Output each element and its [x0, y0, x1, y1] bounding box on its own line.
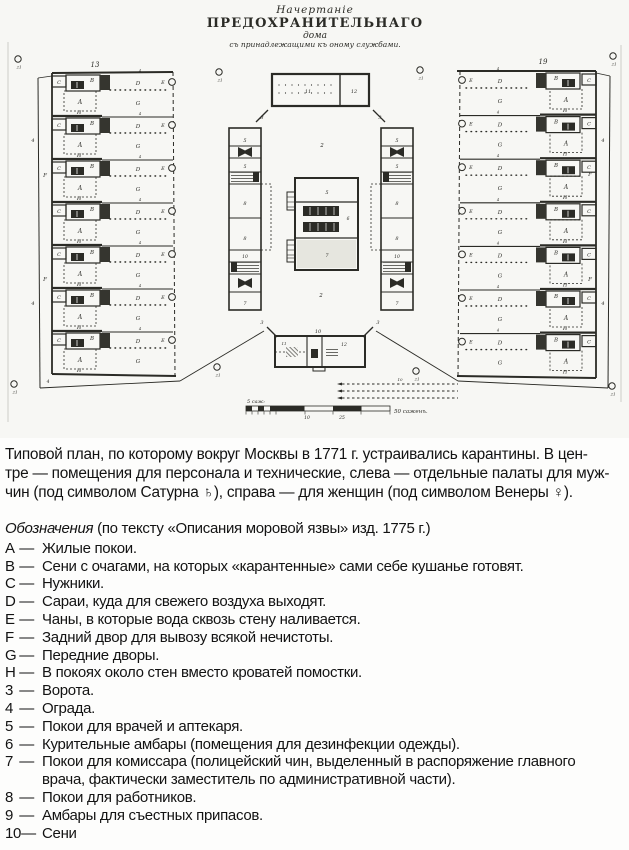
svg-text:G: G [497, 360, 503, 367]
legend-item-text: Ограда. [42, 699, 95, 717]
legend-item-text: Ворота. [42, 682, 94, 700]
top-center-building [256, 74, 385, 122]
svg-text:5 саж:: 5 саж: [247, 399, 265, 405]
legend-item [5, 807, 627, 825]
svg-text:10: 10 [304, 416, 310, 421]
svg-text:5: 5 [325, 190, 329, 196]
svg-text:E: E [469, 339, 473, 346]
svg-text:D: D [497, 122, 503, 129]
svg-text:A: A [77, 271, 83, 278]
svg-text:D: D [135, 81, 141, 87]
svg-text:G: G [497, 229, 503, 236]
svg-text:H: H [76, 368, 82, 374]
svg-text:5: 5 [243, 165, 247, 170]
svg-text:B: B [89, 78, 95, 84]
svg-text:дома: дома [303, 31, 327, 41]
legend-item-key: A — [5, 539, 34, 557]
svg-text:3: 3 [260, 320, 264, 326]
svg-text:C: C [57, 338, 61, 344]
svg-text:21: 21 [217, 77, 223, 83]
svg-text:D: D [497, 340, 503, 347]
legend-item [5, 789, 627, 807]
legend-item-key: 4 — [5, 699, 34, 717]
svg-text:G: G [497, 186, 503, 193]
svg-text:6: 6 [346, 217, 350, 222]
svg-text:A: A [563, 140, 569, 148]
svg-text:D: D [135, 124, 141, 130]
svg-text:C: C [57, 80, 61, 86]
svg-text:21: 21 [610, 391, 616, 397]
legend-item-text: Курительные амбары (помещения для дезинфекции одежды). [42, 735, 460, 753]
svg-text:A: A [563, 271, 569, 279]
svg-text:4: 4 [46, 380, 50, 385]
svg-text:4: 4 [496, 67, 500, 71]
svg-text:2: 2 [320, 143, 324, 149]
svg-text:D: D [135, 339, 141, 345]
svg-text:B: B [553, 206, 559, 213]
svg-text:E: E [161, 295, 165, 301]
legend-item-text: Покои для комиссара (полицейский чин, выделенный в распоряжение главного врача, фактически заместитель по административной части). [42, 753, 576, 789]
svg-text:4: 4 [138, 241, 142, 245]
svg-text:D: D [135, 296, 141, 302]
svg-text:21: 21 [414, 376, 420, 382]
svg-text:G: G [135, 316, 141, 322]
svg-text:D: D [135, 210, 141, 216]
svg-text:25: 25 [339, 416, 345, 421]
svg-text:B: B [553, 76, 559, 82]
legend-item-key: E — [5, 610, 34, 628]
svg-text:4: 4 [496, 110, 500, 115]
svg-text:10: 10 [242, 255, 248, 260]
svg-text:4: 4 [138, 198, 142, 202]
svg-text:21: 21 [418, 75, 424, 81]
legend-item-text: Передние дворы. [42, 646, 160, 664]
svg-text:B: B [553, 163, 559, 170]
svg-text:C: C [587, 252, 591, 259]
svg-text:8: 8 [243, 236, 247, 242]
svg-text:3: 3 [376, 320, 380, 326]
svg-text:A: A [77, 228, 83, 235]
svg-text:F: F [588, 172, 592, 178]
legend-item [5, 575, 627, 593]
legend-item [5, 825, 627, 843]
svg-text:E: E [469, 252, 473, 259]
road-lines [337, 377, 458, 400]
svg-text:H: H [76, 239, 82, 245]
legend-item-text: Чаны, в которые вода сквозь стену наливается. [42, 610, 361, 628]
legend-item-text: Сени с очагами, на которых «карантенные» сами себе кушанье готовят. [42, 557, 524, 575]
svg-text:4: 4 [138, 284, 142, 288]
legend-item [5, 647, 627, 665]
svg-text:E: E [469, 208, 473, 215]
legend-item [5, 540, 627, 558]
svg-text:E: E [161, 123, 165, 129]
svg-text:4: 4 [496, 285, 500, 289]
svg-text:A: A [563, 227, 569, 235]
svg-text:12: 12 [341, 343, 347, 348]
svg-text:21: 21 [12, 389, 18, 395]
svg-text:21: 21 [215, 372, 221, 378]
svg-text:4: 4 [31, 138, 35, 144]
svg-text:H: H [76, 196, 82, 202]
svg-text:H: H [562, 282, 568, 289]
svg-text:E: E [161, 209, 165, 215]
legend-item-text: В покоях около стен вместо кроватей помостки. [42, 664, 362, 682]
svg-text:B: B [553, 337, 559, 344]
svg-text:съ принадлежащими къ оному слу: съ принадлежащими къ оному службами. [229, 40, 401, 49]
svg-text:H: H [76, 110, 82, 116]
right-wing [376, 58, 610, 388]
svg-text:H: H [562, 369, 568, 376]
svg-text:D: D [497, 79, 503, 85]
legend-heading [5, 520, 627, 538]
svg-text:C: C [57, 123, 61, 129]
svg-text:C: C [587, 339, 591, 346]
legend-item [5, 593, 627, 611]
figure-caption [5, 445, 625, 502]
legend-item-text: Жилые покои. [42, 539, 137, 557]
svg-text:A: A [77, 142, 83, 149]
svg-text:H: H [562, 151, 568, 158]
svg-text:11: 11 [281, 341, 287, 346]
svg-text:B: B [89, 250, 95, 256]
svg-text:B: B [553, 250, 559, 257]
scale-bar [246, 399, 428, 421]
svg-text:2: 2 [319, 293, 323, 299]
svg-text:A: A [563, 97, 569, 104]
svg-text:E: E [469, 78, 473, 84]
svg-text:C: C [587, 165, 591, 172]
svg-text:H: H [76, 325, 82, 331]
svg-text:D: D [497, 297, 503, 303]
svg-text:A: A [77, 357, 83, 364]
svg-text:E: E [469, 165, 473, 172]
svg-text:C: C [587, 296, 591, 302]
svg-text:A: A [563, 184, 569, 192]
legend-item-text: Нужники. [42, 575, 104, 593]
legend-item-key: 9 — [5, 806, 34, 824]
svg-text:4: 4 [601, 301, 605, 307]
svg-text:D: D [497, 209, 503, 216]
svg-text:C: C [57, 166, 61, 172]
svg-text:C: C [587, 121, 591, 128]
svg-text:B: B [553, 119, 559, 126]
svg-text:B: B [89, 121, 95, 127]
svg-text:4: 4 [138, 155, 142, 159]
svg-text:E: E [469, 121, 473, 128]
svg-text:H: H [76, 282, 82, 288]
central-building [287, 178, 358, 270]
svg-text:4: 4 [138, 327, 142, 331]
svg-text:50 саженъ.: 50 саженъ. [394, 409, 428, 415]
svg-text:5: 5 [395, 165, 399, 170]
svg-text:8: 8 [243, 201, 247, 207]
svg-text:C: C [57, 252, 61, 258]
svg-text:B: B [89, 164, 95, 170]
legend-item-key: 7 — [5, 753, 34, 771]
legend-item-text: Покои для врачей и аптекаря. [42, 717, 243, 735]
legend-item-text: Сени [42, 824, 77, 842]
svg-text:G: G [135, 101, 141, 107]
svg-text:D: D [497, 253, 503, 260]
svg-text:C: C [587, 78, 591, 84]
svg-text:C: C [57, 295, 61, 301]
svg-text:B: B [89, 293, 95, 299]
svg-text:D: D [135, 167, 141, 173]
legend-item [5, 558, 627, 576]
legend-item-key: 8 — [5, 788, 34, 806]
svg-text:8: 8 [395, 201, 399, 207]
svg-text:B: B [89, 207, 95, 213]
svg-text:A: A [563, 315, 569, 322]
legend-item-key: 5 — [5, 717, 34, 735]
legend-item-key: 6 — [5, 735, 34, 753]
legend-item [5, 753, 627, 789]
svg-text:8: 8 [395, 236, 399, 242]
legend-heading-word: Обозначения [5, 520, 94, 537]
svg-text:E: E [161, 80, 165, 86]
svg-text:D: D [497, 166, 503, 173]
svg-text:4: 4 [496, 241, 500, 246]
legend-item-text: Амбары для съестных припасов. [42, 806, 263, 824]
caption-line: тре — помещения для персонала и технические, слева — отдельные палаты для муж- [5, 465, 610, 482]
legend-item-key: G — [5, 646, 34, 664]
svg-text:B: B [89, 336, 95, 342]
legend-item [5, 664, 627, 682]
caption-line: чин (под символом Сатурна ♄), справа — для женщин (под символом Венеры ♀). [5, 484, 573, 501]
svg-text:C: C [57, 209, 61, 215]
svg-text:H: H [562, 108, 568, 114]
legend-item-key: D — [5, 593, 34, 611]
svg-text:G: G [135, 359, 141, 365]
svg-text:G: G [497, 99, 503, 105]
svg-text:Начертанiе: Начертанiе [276, 4, 354, 16]
svg-text:E: E [161, 166, 165, 172]
svg-text:13: 13 [90, 61, 100, 69]
legend-item-key: 3 — [5, 682, 34, 700]
legend-heading-source: (по тексту «Описания моровой язвы» изд. 1775 г.) [93, 520, 431, 537]
svg-text:7: 7 [243, 301, 247, 307]
svg-text:H: H [562, 326, 568, 332]
svg-text:G: G [135, 187, 141, 193]
left-service-building [229, 128, 271, 310]
svg-text:4: 4 [138, 69, 142, 73]
svg-text:4: 4 [496, 154, 500, 159]
legend-item [5, 700, 627, 718]
svg-text:D: D [135, 253, 141, 259]
svg-text:G: G [135, 144, 141, 150]
svg-text:7: 7 [325, 253, 329, 259]
legend-item-key: H — [5, 664, 34, 682]
legend-item [5, 611, 627, 629]
svg-text:F: F [43, 277, 47, 283]
svg-text:A: A [77, 99, 83, 106]
legend-item-text: Покои для работников. [42, 788, 197, 806]
svg-text:10: 10 [314, 329, 322, 335]
svg-text:3: 3 [260, 115, 264, 121]
svg-text:4: 4 [31, 301, 35, 307]
legend-item [5, 718, 627, 736]
svg-text:4: 4 [601, 138, 605, 144]
legend-item-text: Сараи, куда для свежего воздуха выходят. [42, 593, 326, 611]
legend-item-key: C — [5, 575, 34, 593]
legend-item-key: 10 — [5, 824, 36, 842]
svg-text:E: E [469, 296, 473, 302]
legend-item [5, 736, 627, 754]
svg-text:12: 12 [350, 89, 358, 95]
svg-text:21: 21 [611, 61, 617, 67]
svg-text:5: 5 [243, 138, 247, 144]
legend-item-key: B — [5, 557, 34, 575]
caption-line: Типовой план, по которому вокруг Москвы в 1771 г. устраивались карантины. В цен- [5, 446, 588, 463]
svg-text:C: C [587, 208, 591, 215]
svg-text:G: G [497, 142, 503, 149]
svg-text:H: H [562, 195, 568, 202]
legend-item-text: Задний двор для вывозу всякой нечистоты. [42, 628, 334, 646]
svg-text:4: 4 [138, 112, 142, 116]
legend-item [5, 682, 627, 700]
legend-item-key: F — [5, 628, 34, 646]
gatehouse [260, 320, 379, 371]
svg-text:E: E [161, 252, 165, 258]
legend-item [5, 629, 627, 647]
svg-text:F: F [588, 277, 592, 283]
svg-text:F: F [43, 173, 47, 179]
svg-text:G: G [135, 230, 141, 236]
svg-text:B: B [553, 294, 559, 300]
svg-text:7: 7 [395, 301, 399, 307]
svg-text:H: H [562, 238, 568, 245]
svg-text:10: 10 [394, 255, 400, 260]
svg-text:A: A [77, 185, 83, 192]
svg-text:H: H [76, 153, 82, 159]
legend-block [5, 520, 627, 842]
plan-title [207, 4, 423, 49]
svg-text:A: A [77, 314, 83, 321]
svg-text:ПРЕДОХРАНИТЕЛЬНАГО: ПРЕДОХРАНИТЕЛЬНАГО [206, 16, 424, 31]
svg-text:A: A [563, 358, 569, 366]
svg-text:G: G [135, 273, 141, 279]
svg-text:G: G [497, 317, 503, 323]
courtyard [318, 143, 324, 299]
svg-text:4: 4 [496, 197, 500, 202]
svg-text:19: 19 [538, 58, 548, 66]
svg-text:10: 10 [397, 377, 403, 382]
svg-text:E: E [161, 338, 165, 344]
svg-text:3: 3 [378, 115, 382, 121]
svg-text:G: G [497, 273, 503, 280]
right-service-building [371, 128, 413, 310]
legend-list [5, 540, 627, 843]
svg-text:4: 4 [496, 328, 500, 333]
svg-text:5: 5 [395, 138, 399, 144]
svg-text:21: 21 [16, 64, 22, 70]
svg-text:11: 11 [304, 89, 312, 95]
